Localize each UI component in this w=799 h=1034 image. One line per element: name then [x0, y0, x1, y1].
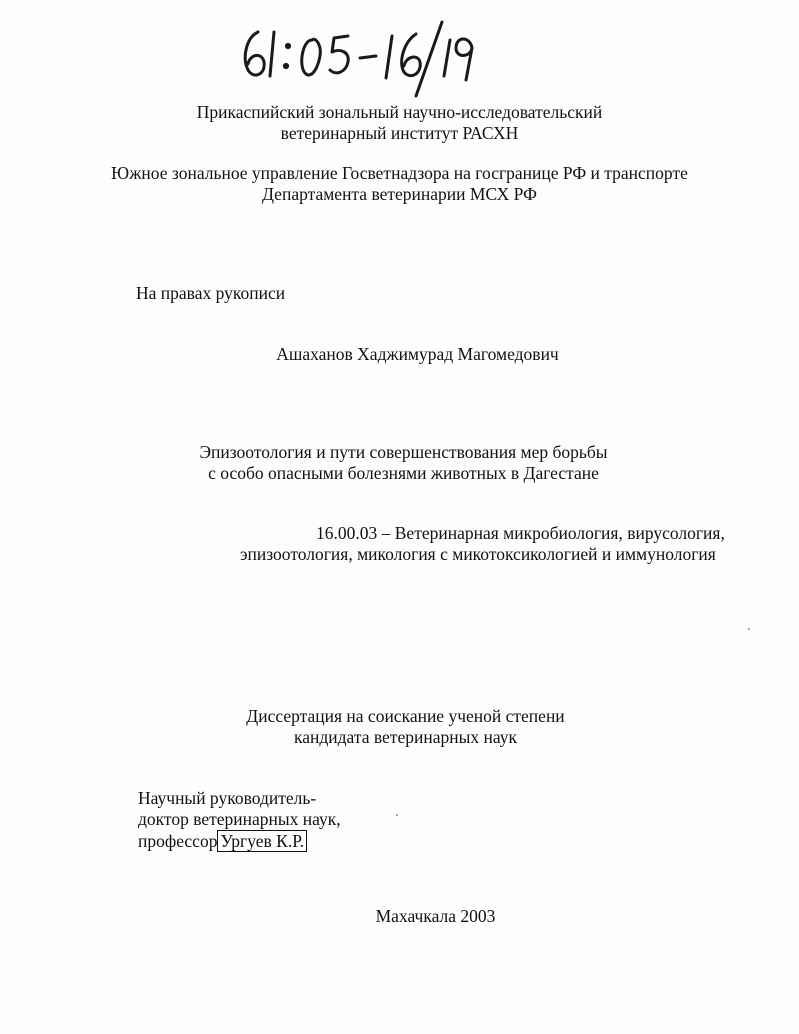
dissertation-title-line-2: с особо опасными болезнями животных в Дагестане: [208, 463, 599, 483]
degree-line-1: Диссертация на соискание ученой степени: [246, 706, 565, 726]
supervisor-line-1: Научный руководитель-: [138, 788, 317, 808]
dissertation-title-line-1: Эпизоотология и пути совершенствования мер борьбы: [199, 442, 608, 462]
author-name: Ашаханов Хаджимурад Магомедович: [276, 344, 559, 364]
specialty-line-2: эпизоотология, микология с микотоксикологией и иммунология: [240, 544, 716, 564]
scan-speck: [748, 628, 750, 630]
supervisor-line-3: [138, 830, 307, 852]
supervisor-name-box: Ургуев К.Р.: [217, 830, 307, 852]
supervisor-title: профессор: [138, 831, 218, 851]
handwritten-archive-code: [236, 18, 496, 100]
institute-line-2: ветеринарный институт РАСХН: [280, 123, 519, 143]
specialty-line-1: 16.00.03 – Ветеринарная микробиология, вирусология,: [316, 523, 725, 543]
directorate-line-2: Департамента ветеринарии МСХ РФ: [262, 184, 537, 204]
degree-line-2: кандидата ветеринарных наук: [294, 727, 517, 747]
city-year: Махачкала 2003: [375, 906, 496, 926]
handwritten-code-drawing: [236, 18, 496, 100]
institute-line-1: Прикаспийский зональный научно-исследовательский: [196, 102, 603, 122]
supervisor-line-2: доктор ветеринарных наук,: [138, 809, 341, 829]
directorate-line-1: Южное зональное управление Госветнадзора на госгранице РФ и транспорте: [111, 163, 688, 183]
manuscript-note: На правах рукописи: [136, 283, 286, 303]
scan-speck: [396, 814, 398, 816]
